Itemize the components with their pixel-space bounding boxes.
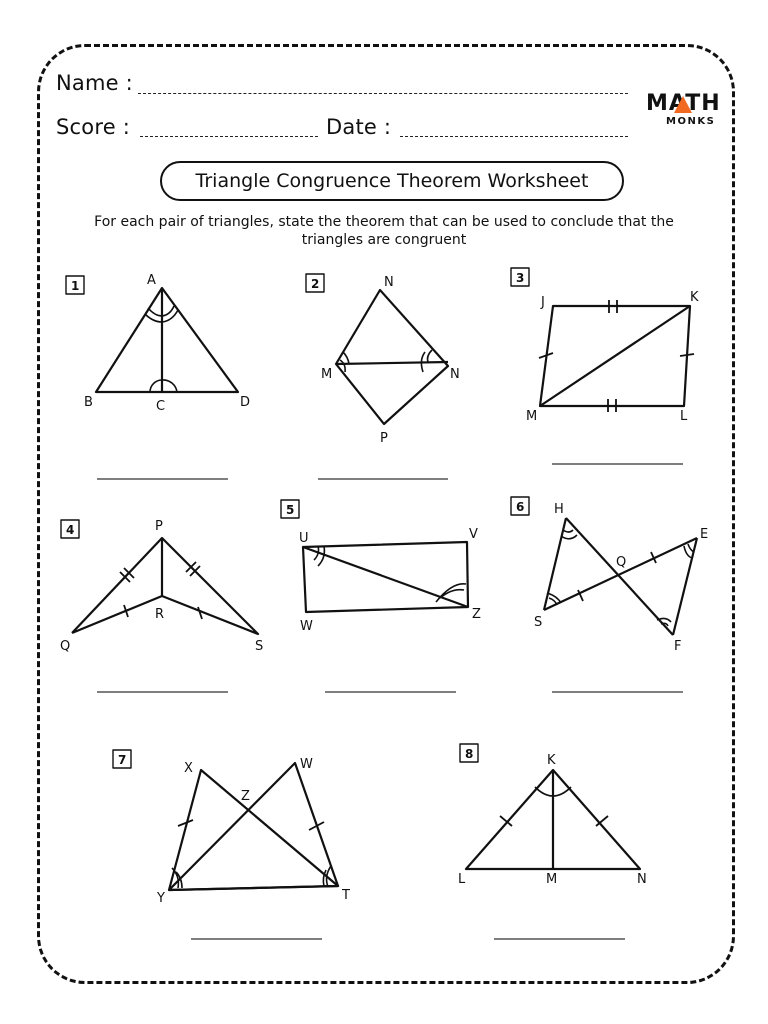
problem-4 (61, 520, 258, 692)
problem-1-number: 1 (71, 279, 80, 293)
problem-5-angle-mark-u (314, 546, 324, 566)
problem-8-label-m: M (546, 872, 558, 887)
problem-8-label-k: K (547, 753, 556, 768)
problem-4-number: 4 (66, 523, 75, 537)
problem-2-label-p: P (380, 431, 388, 446)
problem-1-triangle (96, 288, 238, 392)
problem-3-tick-right (680, 354, 694, 356)
problem-3-label-j: J (541, 295, 545, 310)
problem-2-label-m: M (321, 367, 333, 382)
problem-4-label-s: S (255, 639, 264, 654)
score-label: Score : (56, 115, 130, 139)
problem-7-number: 7 (118, 753, 127, 767)
problem-6-number: 6 (516, 500, 525, 514)
problem-4-label-q: Q (60, 639, 71, 654)
problem-4-label-p: P (155, 519, 163, 534)
problem-2-label-n: N (450, 367, 460, 382)
problem-1-label-c: C (156, 399, 166, 414)
problem-7 (113, 750, 338, 939)
name-label: Name : (56, 71, 133, 95)
problem-6-label-q: Q (616, 555, 627, 570)
problem-1-right-angle-mark (150, 380, 177, 392)
instructions: For each pair of triangles, state the theorem that can be used to conclude that the triangles are congruent (94, 214, 674, 248)
problem-5-angle-mark-z (436, 584, 466, 602)
problem-5-diagonal (303, 547, 468, 607)
problem-2-angle-mark-n (421, 350, 432, 372)
problem-3-label-k: K (690, 290, 699, 305)
problem-7-label-w: W (300, 757, 313, 772)
problem-4-label-r: R (155, 607, 165, 622)
problem-7-label-z: Z (241, 789, 250, 804)
problem-8 (460, 744, 640, 939)
problem-6-label-e: E (700, 527, 709, 542)
problem-5 (281, 500, 468, 692)
problem-7-label-y: Y (157, 891, 165, 906)
problem-5-label-v: V (469, 527, 478, 542)
logo-math-text: MATH (646, 91, 721, 116)
problem-6 (511, 497, 697, 692)
problem-5-label-u: U (299, 531, 309, 546)
problem-4-shape (72, 538, 258, 634)
problem-3-diagonal (540, 306, 690, 406)
problem-7-label-x: X (184, 761, 193, 776)
problem-8-label-n: N (637, 872, 647, 887)
worksheet-title-text: Triangle Congruence Theorem Worksheet (195, 170, 589, 192)
problem-2-number: 2 (311, 277, 320, 291)
problem-5-label-z: Z (472, 607, 481, 622)
problem-1 (66, 276, 238, 479)
problem-1-label-d: D (240, 395, 251, 410)
problem-3-label-m: M (526, 409, 538, 424)
date-label: Date : (326, 115, 392, 139)
problem-6-label-s: S (534, 615, 543, 630)
problem-1-label-a: A (147, 273, 156, 288)
problem-8-label-l: L (458, 872, 466, 887)
problem-2-quadrilateral (336, 290, 448, 424)
problem-3-label-l: L (680, 409, 688, 424)
problem-7-angle-mark-t (323, 866, 331, 887)
problem-6-label-f: F (674, 639, 682, 654)
problem-6-line-se (544, 538, 697, 610)
problem-3 (511, 268, 694, 464)
problem-3-number: 3 (516, 271, 525, 285)
problem-7-triangle-xty (169, 770, 338, 890)
problem-7-label-t: T (342, 888, 350, 903)
problem-2-diagonal (336, 362, 448, 364)
problem-2-label-n-top: N (384, 275, 394, 290)
problem-5-label-w: W (300, 619, 313, 634)
problem-4-tick-rs (198, 607, 202, 619)
problem-6-line-hf (566, 518, 673, 635)
problem-6-label-h: H (554, 502, 564, 517)
problem-1-label-b: B (84, 395, 93, 410)
problem-8-number: 8 (465, 747, 474, 761)
logo-monks-text: MONKS (666, 116, 716, 127)
problem-5-number: 5 (286, 503, 295, 517)
problem-7-triangle-wyt (169, 763, 338, 890)
